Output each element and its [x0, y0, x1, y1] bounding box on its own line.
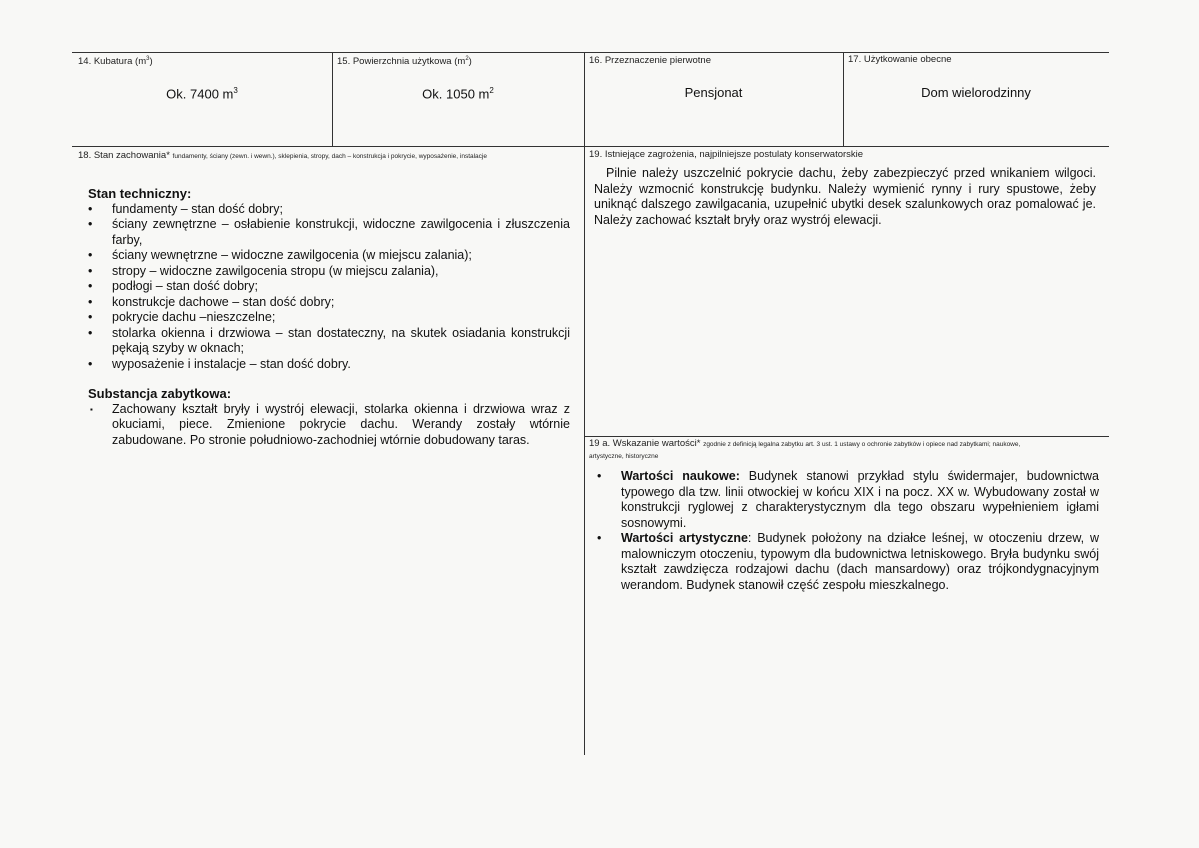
- row1-top-border: [72, 52, 1109, 53]
- substancja-heading: Substancja zabytkowa:: [88, 386, 232, 401]
- list-item: ▪ Zachowany kształt bryły i wystrój elewacji, stolarka okienna i drzwiowa wraz z okuciami, piece. Zmienione pokrycie dachu. Werandy zostały wtórnie zabudowane. Po stronie południowo-zachodniej wtórnie dobudowany taras.: [88, 402, 570, 449]
- row1-bottom-border: [72, 146, 1109, 147]
- list-item: • podłogi – stan dość dobry;: [88, 279, 570, 295]
- list-item: • ściany wewnętrzne – widoczne zawilgocenia (w miejscu zalania);: [88, 248, 570, 264]
- powierzchnia-label: 15. Powierzchnia użytkowa $(m^2)$: [337, 56, 472, 68]
- zagrozenia-text: Pilnie należy uszczelnić pokrycie dachu, żeby zabezpieczyć przed wnikaniem wilgoci. Należy wzmocnić konstrukcję budynku. Należy wymienić rynny i rury spustowe, żeby uniknąć dalszego zawilgacania, uzupełnić ubytki desek szalunkowych oraz pomalować je. Należy zachować kształt bryły oraz wystrój elewacji.: [594, 166, 1096, 227]
- list-item: • stropy – widoczne zawilgocenia stropu (w miejscu zalania),: [88, 264, 570, 280]
- stan-label: 18. Stan zachowania* fundamenty, ściany (zewn. i wewn.), sklepienia, stropy, dach – konstrukcja i pokrycie, wyposażenie, instalacje: [78, 150, 487, 161]
- list-item: [597, 531, 1099, 593]
- list-item: • stolarka okienna i drzwiowa – stan dostateczny, na skutek osiadania konstrukcji pękają szyby w oknach;: [88, 326, 570, 357]
- wartosci-artystyczne-title: Wartości artystyczne: [621, 531, 748, 545]
- list-item: • fundamenty – stan dość dobry;: [88, 202, 570, 218]
- wartosci-naukowe-text: Budynek stanowi przykład stylu świdermajer, budownictwa typowego dla tzw. linii otwockiej w końcu XIX i na pocz. XX w. Wybudowany został w konstrukcji ryglowej z charakterystycznym dla tego obszaru wypełnieniem igłami sosnowymi.: [621, 469, 1099, 530]
- divider-main: [584, 52, 585, 755]
- wartosci-artystyczne-text: : Budynek położony na działce leśnej, w otoczeniu drzew, w malowniczym otoczeniu, typowym dla budownictwa letniskowego. Bryła budynku swój kształt zawdzięcza rodzajowi dachu (dach mansardowy) oraz trójkondygnacyjnym werandom. Budynek stanowił część zespołu mieszkalnego.: [621, 531, 1099, 592]
- section19a-top-border: [584, 436, 1109, 437]
- kubatura-label: 14. Kubatura $(m^3)$: [78, 56, 153, 68]
- zagrozenia-label: 19. Istniejące zagrożenia, najpilniejsze postulaty konserwatorskie: [589, 149, 864, 160]
- przeznaczenie-label: 16. Przeznaczenie pierwotne: [589, 55, 711, 66]
- substancja-list: [88, 402, 570, 449]
- list-item: • pokrycie dachu –nieszczelne;: [88, 310, 570, 326]
- uzytkowanie-label: 17. Użytkowanie obecne: [848, 54, 952, 65]
- stan-techniczny-heading: Stan techniczny:: [88, 186, 192, 201]
- stan-content: [88, 186, 570, 448]
- wartosci-list: [597, 469, 1099, 593]
- wartosci-naukowe-title: Wartości naukowe:: [621, 469, 740, 483]
- stan-techniczny-list: [88, 202, 570, 373]
- uzytkowanie-value: Dom wielorodzinny: [921, 85, 1031, 100]
- list-item: • ściany zewnętrzne – osłabienie konstrukcji, widoczne zawilgocenia i złuszczenia farby,: [88, 217, 570, 248]
- wartosci-label: 19 a. Wskazanie wartości* zgodnie z definicją legalna zabytku art. 3 ust. 1 ustawy o ochronie zabytków i opiece nad zabytkami; naukowe, artystyczne, historyczne: [589, 438, 1021, 460]
- kubatura-value: Ok. 7400 $m^3$: [166, 86, 238, 102]
- list-item: • konstrukcje dachowe – stan dość dobry;: [88, 295, 570, 311]
- przeznaczenie-value: Pensjonat: [684, 85, 743, 100]
- list-item: • wyposażenie i instalacje – stan dość dobry.: [88, 357, 570, 373]
- powierzchnia-value: Ok. 1050 $m^2$: [422, 86, 494, 102]
- wartosci-content: [597, 469, 1099, 593]
- list-item: [597, 469, 1099, 531]
